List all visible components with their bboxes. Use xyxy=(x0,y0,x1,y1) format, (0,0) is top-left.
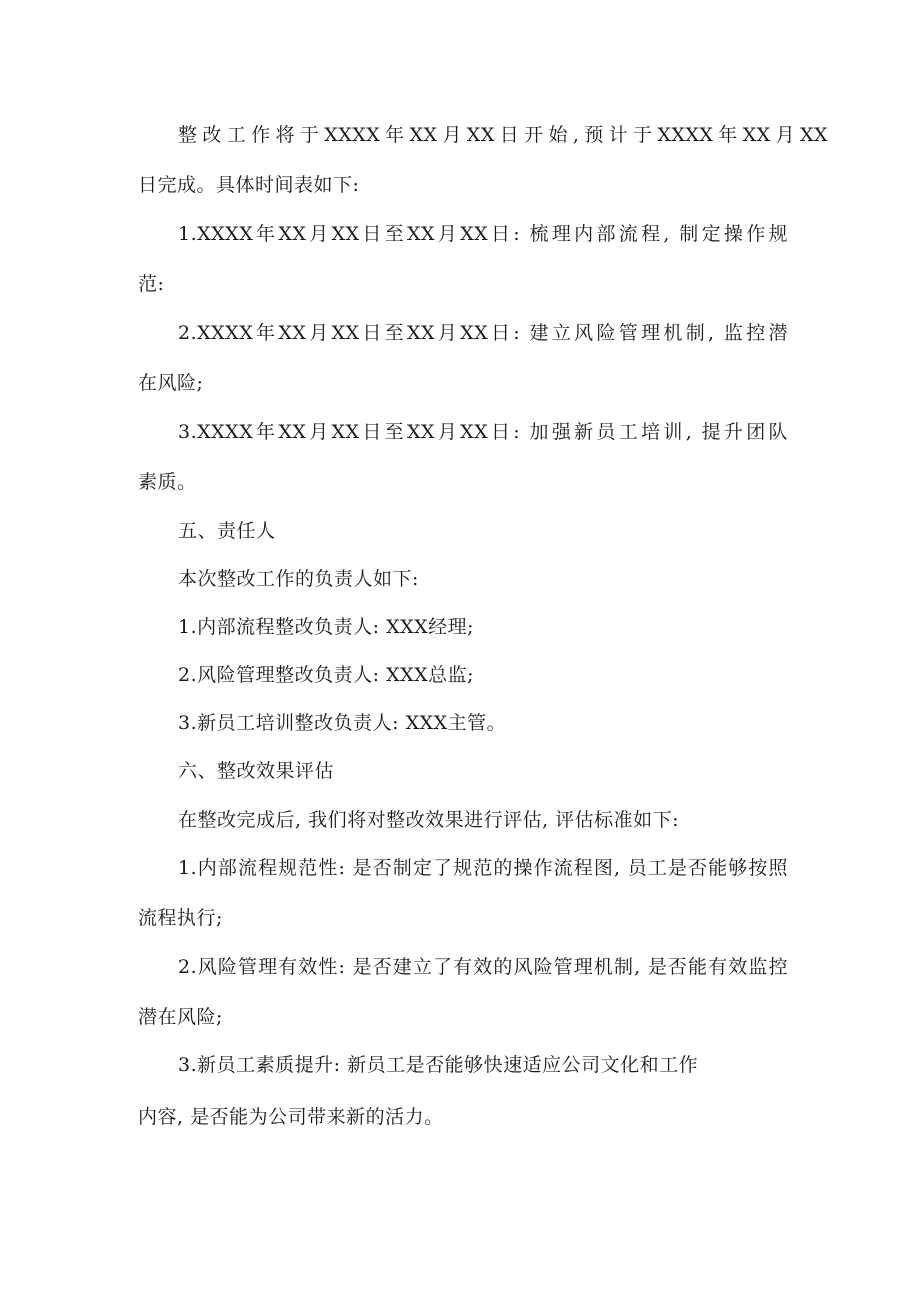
evaluation-item2-line1: 2.风险管理有效性: 是否建立了有效的风险管理机制, 是否能有效监控 xyxy=(178,956,788,978)
schedule-intro-line1: 整改工作将于XXXX年XX月XX日开始,预计于XXXX年XX月XX xyxy=(178,124,828,146)
responsible-heading: 五、责任人 xyxy=(178,520,276,542)
schedule-item3-line2: 素质。 xyxy=(138,471,197,493)
responsible-intro: 本次整改工作的负责人如下: xyxy=(178,568,419,590)
evaluation-item2-line2: 潜在风险; xyxy=(138,1006,223,1028)
schedule-item1-line2: 范: xyxy=(138,273,165,295)
schedule-item1-line1: 1.XXXX年XX月XX日至XX月XX日: 梳理内部流程, 制定操作规 xyxy=(178,223,788,245)
schedule-item2-line2: 在风险; xyxy=(138,372,204,394)
responsible-item2: 2.风险管理整改负责人: XXX总监; xyxy=(178,664,475,686)
schedule-item2-line1: 2.XXXX年XX月XX日至XX月XX日: 建立风险管理机制, 监控潜 xyxy=(178,322,788,344)
evaluation-item3-line2: 内容, 是否能为公司带来新的活力。 xyxy=(138,1106,444,1128)
schedule-item3-line1: 3.XXXX年XX月XX日至XX月XX日: 加强新员工培训, 提升团队 xyxy=(178,421,788,443)
evaluation-item1-line1: 1.内部流程规范性: 是否制定了规范的操作流程图, 员工是否能够按照 xyxy=(178,857,788,879)
evaluation-intro: 在整改完成后, 我们将对整改效果进行评估, 评估标准如下: xyxy=(178,809,680,831)
evaluation-item3-line1: 3.新员工素质提升: 新员工是否能够快速适应公司文化和工作 xyxy=(178,1054,699,1076)
evaluation-heading: 六、整改效果评估 xyxy=(178,760,335,782)
evaluation-item1-line2: 流程执行; xyxy=(138,907,223,929)
responsible-item1: 1.内部流程整改负责人: XXX经理; xyxy=(178,616,475,638)
responsible-item3: 3.新员工培训整改负责人: XXX主管。 xyxy=(178,712,507,734)
schedule-intro-line2: 日完成。具体时间表如下: xyxy=(138,174,360,196)
